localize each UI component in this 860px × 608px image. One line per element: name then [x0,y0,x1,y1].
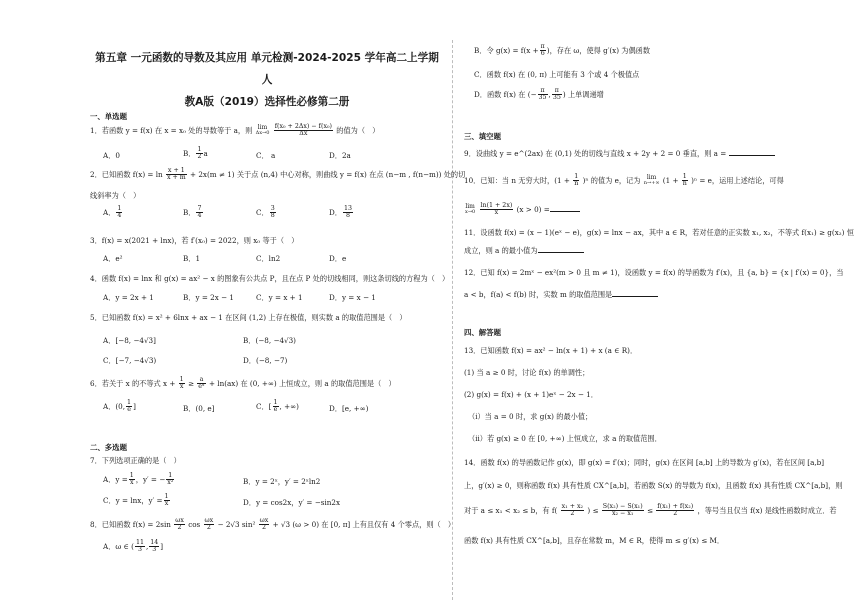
q1-option-c[interactable]: C． a [256,151,276,160]
question-12-line2: a < b，f(a) < f(b) 时，实数 m 的取值范围是 [464,290,658,299]
section-single-choice: 一、单选题 [90,112,127,121]
q7-option-c[interactable]: C．y = lnx，y′ = $\frac{1}{x}$ [103,493,169,508]
question-5: 5．已知函数 f(x) = x² + 6lnx + ax − 1 在区间 (1,2) 上存在极值，则实数 a 的取值范围是（ ） [90,313,407,322]
q2-option-a[interactable]: A． $\frac{1}{4}$ [103,205,122,220]
q6-option-a[interactable]: A．(0, $\frac{1}{e}$ ] [103,399,136,414]
question-7: 7．下列选项正确的是（ ） [90,456,181,465]
question-13: 13．已知函数 f(x) = ax² − ln(x + 1) + x (a ∈ R)． [464,346,638,355]
q7-option-d[interactable]: D．y = cos2x，y′ = −sin2x [243,498,341,507]
document-title [92,47,442,113]
q1-tail: 的值为（ ） [336,125,380,135]
q2-option-b[interactable]: B． $\frac{7}{4}$ [183,205,202,220]
question-10: 10．已知：当 n 无穷大时，(1 + $\frac{1}{n}$ )ⁿ 的值为 e，记为 lim n→+∞ (1 + $\frac{1}{n}$ )ⁿ = e，运用上述结论，可得 [464,173,784,188]
question-11: 11．设函数 f(x) = (x − 1)(eˣ − e)，g(x) = lnx − ax，其中 a ∈ R，若对任意的正实数 x₁, x₂，不等式 f(x₁) ≥ g(x₂) 恒 [464,228,854,237]
question-3: 3．f(x) = x(2021 + lnx)，若 f′(x₀) = 2022，则 x₀ 等于（ ） [90,236,299,245]
question-13-part-2i: （i）当 a = 0 时，求 g(x) 的最小值； [468,412,593,421]
q4-option-a[interactable]: A．y = 2x + 1 [103,293,154,302]
q5-option-a[interactable]: A．[−8, −4√3] [103,336,156,345]
column-divider [452,40,453,600]
section-solve: 四、解答题 [464,328,501,337]
question-9: 9．设曲线 y = e^(2ax) 在 (0,1) 处的切线与直线 x + 2y + 2 = 0 垂直，则 a = [464,149,775,158]
q8-option-c[interactable]: C．函数 f(x) 在 (0, π) 上可能有 3 个或 4 个极值点 [474,70,640,79]
title-line-1: 第五章 一元函数的导数及其应用 单元检测-2024-2025 学年高二上学期人 [95,52,439,86]
question-14-line2: 上，g′(x) ≥ 0，则称函数 f(x) 具有性质 CX^[a,b]，若函数 S(x) 的导数为 f(x)，且函数 f(x) 具有性质 CX^[a,b]，则 [464,481,843,490]
question-1 [90,124,379,138]
q7-option-b[interactable]: B．y = 2ˣ，y′ = 2ˣln2 [243,477,321,486]
q6-option-c[interactable]: C．[ $\frac{1}{e}$ , +∞) [256,399,299,414]
q6-option-d[interactable]: D．[e, +∞) [329,404,369,413]
q1-option-b[interactable]: B． $\frac{1}{2}$ a [183,146,208,161]
q1-option-d[interactable]: D．2a [329,151,351,160]
q4-option-c[interactable]: C．y = x + 1 [256,293,303,302]
question-11-line2: 成立，则 a 的最小值为 [464,246,584,255]
question-10-line2: lim x→0 $\frac{\ln(1 + 2x)}{x}$ (x > 0) = [464,203,580,217]
q12-answer-blank[interactable] [612,290,658,297]
q2-option-c[interactable]: C． $\frac{3}{8}$ [256,205,275,220]
q10-answer-blank[interactable] [550,205,580,212]
question-2: 2．已知函数 f(x) = ln $\frac{x + 1}{x + m}$ + 2x(m ≠ 1) 关于点 (n,4) 中心对称，则曲线 y = f(x) 在点 (n−m , f(n−m)) 处的切 [90,167,466,182]
question-12: 12．已知 f(x) = 2mˣ − ex²(m > 0 且 m ≠ 1)，设函数 y = f(x) 的导函数为 f′(x)，且 {a, b} = {x | f′(x) = 0}，当 [464,268,844,277]
question-14-line3: 对于 a ≤ x₁ < x₂ ≤ b，有 f( $\frac{\text{x₁ + x₂}}{2}$ ) ≤ $\frac{\text{S(x₂) − S(x₁)}}{\text{x₂ − x₁}}$ ≤ $\frac{\text{f(x₁) + f(x₂)}}{2}$ ，等号当且仅当 f(x) 是线性函数时成立．若 [464,503,837,518]
q5-option-c[interactable]: C．[−7, −4√3) [103,356,157,365]
q2-line2: 线斜率为（ ） [90,191,141,200]
q3-option-d[interactable]: D．e [329,254,347,263]
question-14: 14．函数 f(x) 的导函数记作 g(x)，即 g(x) = f′(x)；同时，g(x) 在区间 [a,b] 上的导数为 g′(x)，若在区间 [a,b] [464,458,825,467]
q11-answer-blank[interactable] [538,246,584,253]
question-13-part-2ii: （ii）若 g(x) ≥ 0 在 [0, +∞) 上恒成立，求 a 的取值范围． [468,434,662,443]
question-14-line4: 函数 f(x) 具有性质 CX^[a,b]，且存在常数 m，M ∈ R，使得 m ≤ g′(x) ≤ M． [464,536,725,545]
question-4: 4．函数 f(x) = lnx 和 g(x) = ax² − x 的图象有公共点 P，且在点 P 处的切线相同，则这条切线的方程为（ ） [90,274,450,283]
question-13-part-1: (1) 当 a ≥ 0 时，讨论 f(x) 的单调性； [464,368,590,377]
q3-option-a[interactable]: A．e² [103,254,123,263]
q5-option-d[interactable]: D．(−8, −7) [243,356,288,365]
q7-option-a[interactable]: A．y = $\frac{1}{x}$ ，y′ = − $\frac{1}{\text{x²}}$ [103,472,174,487]
q2-option-d[interactable]: D． $\frac{13}{8}$ [329,205,352,220]
q6-option-b[interactable]: B．(0, e] [183,404,215,413]
question-6: 6．若关于 x 的不等式 x + $\frac{1}{x}$ ≥ $\frac{a}{\text{eˣ}}$ + ln(ax) 在 (0, +∞) 上恒成立，则 a 的取值范围是（ ） [90,376,396,391]
q1-limit: lim Δx→0 [255,124,270,137]
q9-answer-blank[interactable] [729,149,775,156]
q3-option-b[interactable]: B．1 [183,254,201,263]
title-line-2: 教A版（2019）选择性必修第二册 [184,96,350,108]
q8-option-b[interactable]: B．令 g(x) = f(x + $\frac{\pi}{6}$ )，存在 ω，使得 g′(x) 为偶函数 [474,43,651,58]
q1-fraction: $\frac{\text{f(x₀ + 2Δx) − f(x₀)}}{\Delta x}$ [274,123,332,138]
q5-option-b[interactable]: B．(−8, −4√3) [243,336,296,345]
question-8: 8．已知函数 f(x) = 2sin $\frac{\omega x}{2}$ cos $\frac{\omega x}{2}$ − 2√3 sin² $\frac{\omega x}{2}$ + √3 (ω > 0) 在 [0, π] 上有且仅有 4 个零点，则（ ） [90,517,456,532]
section-fill-in: 三、填空题 [464,132,501,141]
q1-text: 1．若函数 y = f(x) 在 x = x₀ 处的导数等于 a，则 [90,125,253,135]
q8-option-a[interactable]: A．ω ∈ ( $\frac{11}{3}$ , $\frac{14}{3}$ ] [103,539,164,554]
q8-option-d[interactable]: D．函数 f(x) 在 (− $\frac{\pi}{35}$ , $\frac{\pi}{35}$ ) 上单调递增 [474,87,604,102]
question-13-part-2: (2) g(x) = f(x) + (x + 1)eˣ − 2x − 1． [464,390,598,399]
q3-option-c[interactable]: C．ln2 [256,254,281,263]
section-multiple-choice: 二、多选题 [90,443,127,452]
q4-option-b[interactable]: B．y = 2x − 1 [183,293,234,302]
q4-option-d[interactable]: D．y = x − 1 [329,293,376,302]
q1-option-a[interactable]: A．0 [103,151,120,160]
